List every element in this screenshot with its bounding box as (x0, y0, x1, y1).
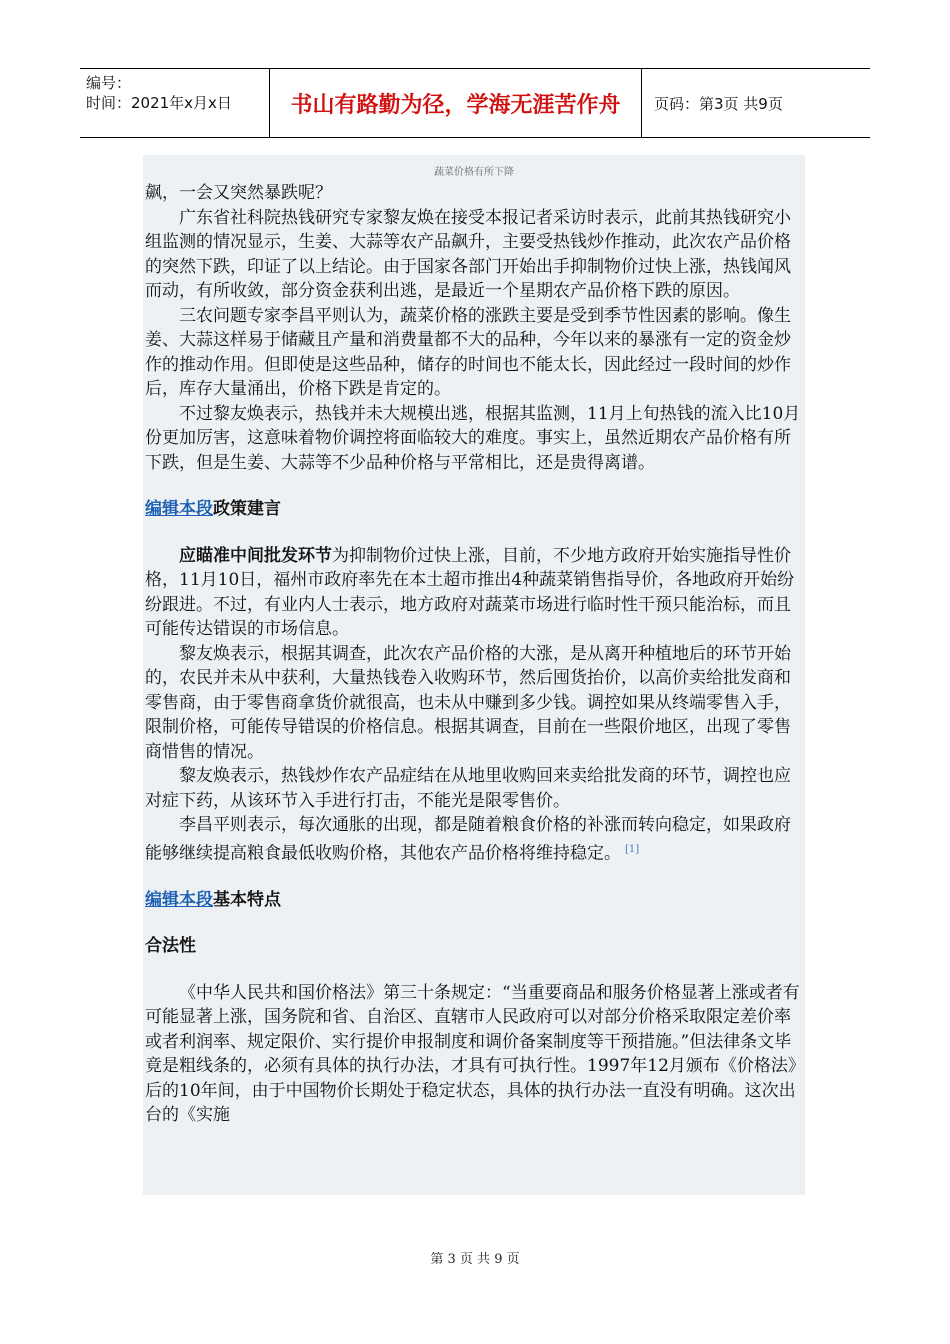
policy-lead: 应瞄准中间批发环节 (179, 545, 332, 566)
document-body (143, 181, 805, 1128)
section-title: 基本特点 (213, 889, 281, 910)
paragraph-1: 广东省社科院热钱研究专家黎友焕在接受本报记者采访时表示，此前其热钱研究小组监测的情况显示，生姜、大蒜等农产品飙升，主要受热钱炒作推动，此次农产品价格的突然下跌，印证了以上结论。由于国家各部门开始出手抑制物价过快上涨，热钱闻风而动，有所收敛，部分资金获利出逃，是最近一个星期农产品价格下跌的原因。 (145, 207, 791, 301)
policy-p4-text: 李昌平则表示，每次通胀的出现，都是随着粮食价格的补涨而转向稳定，如果政府能够继续提高粮食最低收购价格，其他农产品价格将维持稳定。 (145, 815, 791, 864)
policy-paragraph-1 (145, 544, 803, 642)
policy-paragraph-2: 黎友焕表示，根据其调查，此次农产品价格的大涨，是从离开种植地后的环节开始的，农民并未从中获利，大量热钱卷入收购环节，然后囤货抬价，以高价卖给批发商和零售商，由于零售商拿货价就很高，也未从中赚到多少钱。调控如果从终端零售入手，限制价格，可能传导错误的价格信息。根据其调查，目前在一些限价地区，出现了零售商惜售的情况。 (145, 643, 791, 762)
document-content (143, 155, 805, 1195)
legal-paragraph: 《中华人民共和国价格法》第三十条规定：“当重要商品和服务价格显著上涨或者有可能显著上涨，国务院和省、自治区、直辖市人民政府可以对部分价格采取限定差价率或者利润率、规定限价、实行提价申报制度和调价备案制度等干预措施。”但法律条文毕竟是粗线条的，必须有具体的执行办法，才具有可执行性。1997年12月颁布《价格法》后的10年间，由于中国物价长期处于稳定状态，具体的执行办法一直没有明确。这次出台的《实施 (145, 982, 800, 1126)
policy-lead-rest: 为抑制物价过快上涨，目前，不少地方政府开始实施指导性价格，11月10日，福州市政府率先在本土超市推出4种蔬菜销售指导价，各地政府开始纷纷跟进。不过，有业内人士表示，地方政府对蔬菜市场进行临时性干预只能治标，而且可能传达错误的市场信息。 (145, 545, 795, 639)
section-heading-policy (145, 497, 803, 522)
header-page-label: 页码：第3页 共9页 (654, 94, 783, 113)
subheading-legality: 合法性 (145, 936, 196, 957)
reference-link[interactable]: [1] (625, 843, 640, 855)
policy-paragraph-4 (145, 813, 803, 866)
header-motto: 书山有路勤为径，学海无涯苦作舟 (270, 69, 642, 137)
edit-section-link[interactable]: 编辑本段 (145, 889, 213, 910)
header-meta (80, 69, 270, 137)
page-header (80, 68, 870, 138)
edit-section-link[interactable]: 编辑本段 (145, 499, 213, 519)
paragraph-0: 飙，一会又突然暴跌呢？ (145, 183, 332, 203)
paragraph-3: 不过黎友焕表示，热钱并未大规模出逃，根据其监测，11月上旬热钱的流入比10月份更加厉害，这意味着物价调控将面临较大的难度。事实上，虽然近期农产品价格有所下跌，但是生姜、大蒜等不少品种价格与平常相比，还是贵得离谱。 (145, 403, 801, 473)
policy-paragraph-3: 黎友焕表示，热钱炒作农产品症结在从地里收购回来卖给批发商的环节，调控也应对症下药，从该环节入手进行打击，不能光是限零售价。 (145, 766, 791, 811)
page-footer: 第 3 页 共 9 页 (430, 1252, 520, 1267)
section-title: 政策建言 (213, 499, 281, 519)
section-heading-features (145, 888, 803, 913)
paragraph-2: 三农问题专家李昌平则认为，蔬菜价格的涨跌主要是受到季节性因素的影响。像生姜、大蒜这样易于储藏且产量和消费量都不大的品种，今年以来的暴涨有一定的资金炒作的推动作用。但即使是这些品种，储存的时间也不能太长，因此经过一段时间的炒作后，库存大量涌出，价格下跌是肯定的。 (145, 305, 791, 399)
image-caption: 蔬菜价格有所下降 (434, 167, 514, 178)
code-label: 编号： (86, 74, 132, 92)
time-label: 时间：2021年x月x日 (86, 94, 232, 112)
